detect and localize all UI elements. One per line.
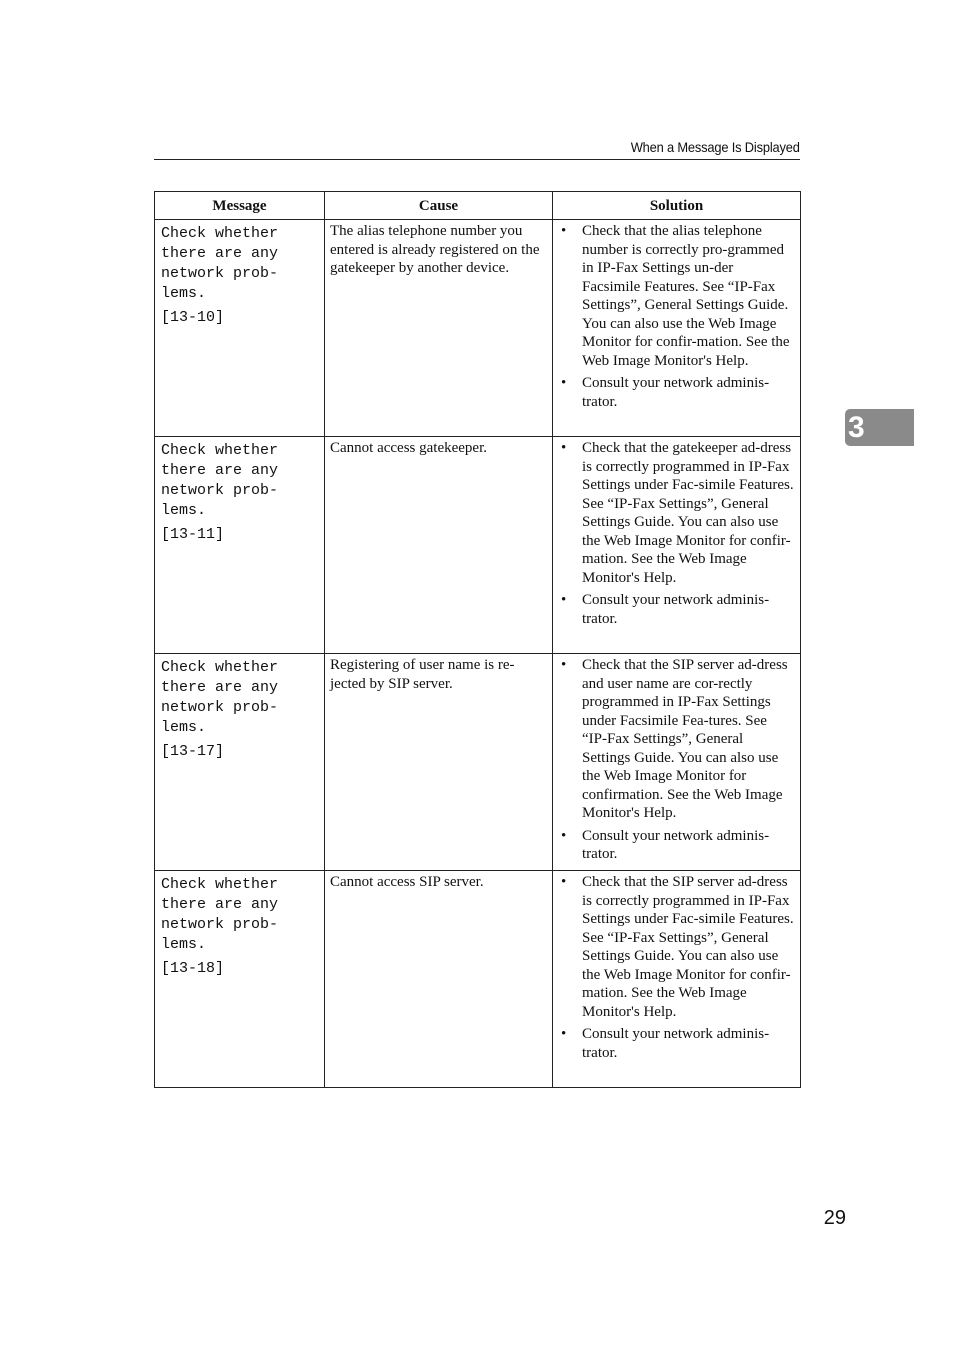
error-code: [13-10] (161, 309, 225, 326)
table-row (155, 220, 801, 437)
message-cell (155, 871, 325, 1088)
table-header-row (155, 192, 801, 220)
solution-item: • Check that the SIP server ad-dress is correctly programmed in IP-Fax Settings under Fac-simile Features. See “IP-Fax Settings”, General Settings Guide. You can also use the Web Image Monitor for confir-mation. See the Web Image Monitor's Help. (557, 873, 795, 1021)
solution-item: • Consult your network adminis-trator. (557, 827, 795, 864)
error-code: [13-18] (161, 960, 225, 977)
solution-item: • Consult your network adminis-trator. (557, 1025, 795, 1062)
solution-item: • Check that the gatekeeper ad-dress is correctly programmed in IP-Fax Settings under Fac-simile Features. See “IP-Fax Settings”, General Settings Guide. You can also use the Web Image Monitor for confir-mation. See the Web Image Monitor's Help. (557, 439, 795, 587)
solution-cell (553, 437, 801, 654)
message-cell (155, 220, 325, 437)
table-row (155, 437, 801, 654)
message-text: Check whether there are any network prob- lems. (161, 876, 279, 953)
table-row (155, 654, 801, 871)
column-header-cause: Cause (325, 192, 553, 220)
solution-item: • Consult your network adminis-trator. (557, 374, 795, 411)
cause-cell: Registering of user name is re-jected by SIP server. (325, 654, 553, 871)
messages-table (154, 191, 801, 1088)
message-cell (155, 437, 325, 654)
table-row (155, 871, 801, 1088)
error-code: [13-11] (161, 526, 225, 543)
message-cell (155, 654, 325, 871)
message-text: Check whether there are any network prob- lems. (161, 225, 279, 302)
cause-cell: Cannot access SIP server. (325, 871, 553, 1088)
running-header (154, 138, 800, 160)
chapter-tab: 3 (845, 409, 914, 446)
solution-item: • Check that the SIP server ad-dress and user name are cor-rectly programmed in IP-Fax Settings under Facsimile Fea-tures. See “IP-Fax Settings”, General Settings Guide. You can also use the Web Image Monitor for confirmation. See the Web Image Monitor's Help. (557, 656, 795, 823)
error-code: [13-17] (161, 743, 225, 760)
solution-item: • Consult your network adminis-trator. (557, 591, 795, 628)
page-number: 29 (823, 1207, 846, 1229)
cause-cell: Cannot access gatekeeper. (325, 437, 553, 654)
solution-cell (553, 654, 801, 871)
solution-cell (553, 871, 801, 1088)
solution-item: • Check that the alias telephone number is correctly pro-grammed in IP-Fax Settings un-der Facsimile Features. See “IP-Fax Settings”, General Settings Guide. You can also use the Web Image Monitor for confir-mation. See the Web Image Monitor's Help. (557, 222, 795, 370)
message-text: Check whether there are any network prob- lems. (161, 659, 279, 736)
column-header-message: Message (155, 192, 325, 220)
solution-cell (553, 220, 801, 437)
running-header-title: When a Message Is Displayed (630, 139, 800, 155)
column-header-solution: Solution (553, 192, 801, 220)
message-text: Check whether there are any network prob- lems. (161, 442, 279, 519)
cause-cell: The alias telephone number you entered is already registered on the gatekeeper by another device. (325, 220, 553, 437)
